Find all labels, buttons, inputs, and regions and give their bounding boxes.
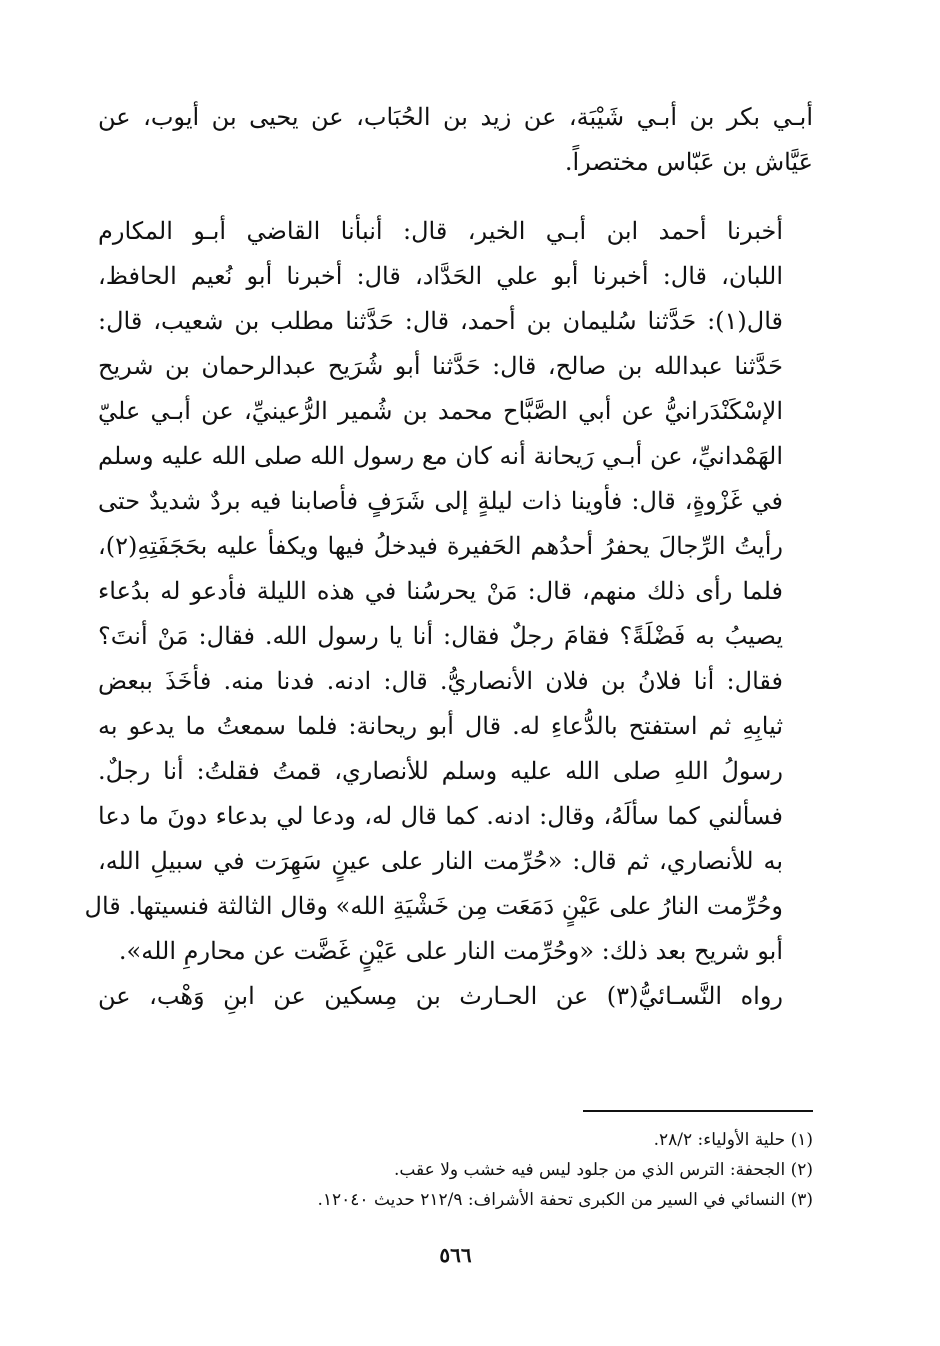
body-line: فلما رأى ذلك منهم، قال: مَنْ يحرسُنا في هذه الليلة فأدعو له بدُعاء — [98, 577, 783, 605]
paragraph-hadith — [84, 209, 813, 974]
body-line: قال(١): حَدَّثنا سُليمان بن أحمد، قال: حَدَّثنا مطلب بن شعيب، قال: — [98, 307, 783, 335]
body-line: ثيابِهِ ثم استفتح بالدُّعاءِ له. قال أبو ريحانة: فلما سمعتُ ما يدعو به — [98, 712, 783, 740]
footnote-separator — [583, 1110, 813, 1112]
body-line: فسألني كما سألَهُ، وقال: ادنه. كما قال له، ودعا لي بدعاء دونَ ما دعا — [98, 802, 783, 830]
body-line: اللبان، قال: أخبرنا أبو علي الحَدَّاد، قال: أخبرنا أبو نُعيم الحافظ، — [98, 262, 783, 290]
body-line: الإسْكَنْدَرانيُّ عن أبي الصَّبَّاح محمد بن شُمير الرُّعينيِّ، عن أبـي عليّ — [98, 397, 783, 425]
body-line: يصيبُ به فَضْلَةً؟ فقامَ رجلٌ فقال: أنا يا رسول الله. فقال: مَنْ أنتَ؟ — [98, 622, 783, 650]
body-line: فقال: أنا فلانُ بن فلان الأنصاريُّ. قال: ادنه. فدنا منه. فأخَذَ ببعض — [98, 667, 784, 695]
footnotes — [98, 1125, 813, 1215]
body-line: وحُرِّمت النارُ على عَيْنٍ دَمَعَت مِن خَشْيَةِ الله» وقال الثالثة فنسيتها. قال — [84, 892, 783, 920]
body-line: أبو شريح بعد ذلك: «وحُرِّمت النار على عَيْنٍ غَضَّت عن محارمِ الله». — [118, 937, 783, 965]
body-line: رسولُ اللهِ صلى الله عليه وسلم للأنصاري، قمتُ فقلتُ: أنا رجلٌ. — [98, 757, 783, 785]
footnote-3: (٣) النسائي في السير من الكبرى تحفة الأشراف: ٢١٢/٩ حديث ١٢٠٤٠. — [317, 1190, 813, 1210]
paragraph-isnad-continuation — [98, 95, 813, 185]
body-line: أبـي بكر بن أبـي شَيْبَة، عن زيد بن الحُبَاب، عن يحيى بن أيوب، عن — [98, 103, 813, 131]
page-number: ٥٦٦ — [439, 1243, 472, 1267]
body-line: في غَزْوةٍ، قال: فأوينا ذات ليلةٍ إلى شَرَفٍ فأصابنا فيه بردٌ شديدٌ حتى — [98, 487, 783, 515]
body-line: الهَمْدانيِّ، عن أبـي رَيحانة أنه كان مع رسول الله صلى الله عليه وسلم — [98, 442, 783, 470]
paragraph-narration — [98, 974, 813, 1019]
footnote-1: (١) حلية الأولياء: ٢٨/٢. — [653, 1130, 813, 1150]
body-line: رأيتُ الرِّجالَ يحفرُ أحدُهم الحَفيرة فيدخلُ فيها ويكفأ عليه بحَجَفَتِهِ(٢)، — [98, 532, 783, 560]
body-line: رواه النَّسـائيُّ(٣) عن الحـارث بن مِسكين عن ابنِ وَهْب، عن — [98, 982, 783, 1010]
document-page — [84, 95, 813, 1275]
footnote-2: (٢) الجحفة: الترس الذي من جلود ليس فيه خشب ولا عقب. — [393, 1160, 813, 1180]
body-line: به للأنصاري، ثم قال: «حُرِّمت النار على عينٍ سَهِرَت في سبيلِ الله، — [98, 847, 783, 875]
body-line: أخبرنا أحمد ابن أبـي الخير، قال: أنبأنا القاضي أبـو المكارم — [98, 217, 783, 245]
body-line: عَيَّاش بن عَبّاس مختصراً. — [564, 148, 813, 176]
body-line: حَدَّثنا عبدالله بن صالح، قال: حَدَّثنا أبو شُرَيح عبدالرحمان بن شريح — [98, 352, 783, 380]
